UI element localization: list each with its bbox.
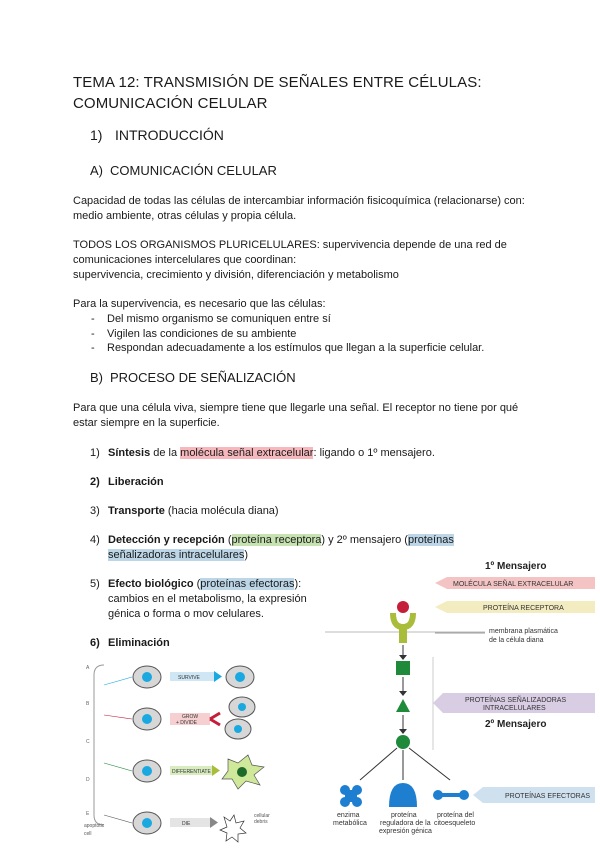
side-marker: C <box>86 739 90 745</box>
triangle-protein-icon <box>396 699 410 712</box>
step-text: ): <box>294 578 302 590</box>
outcome-label: GROW <box>182 714 199 720</box>
enzyme-icon <box>340 785 362 807</box>
title-line-1: TEMA 12: TRANSMISIÓN DE SEÑALES ENTRE CÉLULAS: <box>73 74 482 91</box>
first-messenger-label: 1º Mensajero <box>485 561 547 572</box>
nucleus-icon <box>235 672 245 682</box>
highlight-signal-molecule: molécula señal extracelular <box>180 447 314 459</box>
paragraph-supervivencia <box>73 297 543 356</box>
paragraph-line: TODOS LOS ORGANISMOS PLURICELULARES: supervivencia depende de una red de <box>73 239 507 251</box>
step-text: : ligando o 1º mensajero. <box>313 447 435 459</box>
step-6 <box>90 636 170 651</box>
nucleus-icon <box>142 714 152 724</box>
square-protein-icon <box>396 661 410 675</box>
list-item: - Respondan adecuadamente a los estímulos que llegan a la superficie celular. <box>73 341 543 356</box>
step-number: 1) <box>90 447 100 459</box>
signal-molecule-label: MOLÉCULA SEÑAL EXTRACELULAR <box>453 581 574 588</box>
step-text: de la <box>150 447 181 459</box>
arrow-head-icon <box>212 765 220 776</box>
effector-3-label: proteína del <box>437 812 474 819</box>
subsection-label: COMUNICACIÓN CELULAR <box>110 163 277 178</box>
split-arrow-icon <box>210 713 220 725</box>
membrane-label-1: membrana plasmática <box>489 628 558 635</box>
list-item: - Del mismo organismo se comuniquen entre sí <box>73 312 543 327</box>
highlight-effectors: proteínas efectoras <box>200 578 295 590</box>
receptor-shape <box>393 613 413 627</box>
signal-line <box>104 677 132 685</box>
step-text: génica o forma o mov celulares. <box>108 608 264 620</box>
footnote-label: apoptotic <box>84 823 105 829</box>
bracket-line <box>94 665 104 825</box>
step-text: ( <box>193 578 201 590</box>
side-marker: D <box>86 777 90 783</box>
step-text: cambios en el metabolismo, la expresión <box>108 593 307 605</box>
cell-debris-icon <box>220 815 246 842</box>
paragraph-line: medio ambiente, otras células y propia célula. <box>73 210 297 222</box>
intracellular-label-1: PROTEÍNAS SEÑALIZADORAS <box>465 697 567 704</box>
step-title: Detección y recepción <box>108 534 225 546</box>
step-1 <box>90 446 435 461</box>
receptor-stem <box>399 625 407 643</box>
step-title: Efecto biológico <box>108 578 194 590</box>
nucleus-icon <box>142 818 152 828</box>
step-title: Transporte <box>108 505 165 517</box>
signal-line <box>104 815 132 823</box>
nucleus-icon <box>238 703 246 711</box>
signal-line <box>104 715 132 719</box>
subsection-letter: B) <box>90 370 103 385</box>
step-text: ) y 2º mensajero ( <box>321 534 408 546</box>
subsection-label: PROCESO DE SEÑALIZACIÓN <box>110 370 296 385</box>
highlight-intracellular: señalizadoras intracelulares <box>108 549 245 561</box>
paragraph-line: estar siempre en la superficie. <box>73 417 220 429</box>
intracellular-label-2: INTRACELULARES <box>483 705 546 712</box>
arrow-head-icon <box>214 671 222 682</box>
step-text: ) <box>244 549 249 561</box>
paragraph-organismos <box>73 238 543 283</box>
arrow-head-icon <box>399 655 407 660</box>
highlight-intracellular: proteínas <box>407 534 454 546</box>
outcome-label: DIFFERENTIATE <box>172 769 211 775</box>
nucleus-icon <box>142 672 152 682</box>
signal-line <box>104 763 132 771</box>
side-marker: A <box>86 665 90 671</box>
gene-regulator-icon <box>389 783 417 807</box>
debris-label: cellular <box>254 813 270 819</box>
subsection-letter: A) <box>90 163 103 178</box>
side-marker: E <box>86 811 90 817</box>
receptor-label: PROTEÍNA RECEPTORA <box>483 605 564 612</box>
step-number: 3) <box>90 505 100 517</box>
arrow-head-icon <box>210 817 218 828</box>
step-title: Liberación <box>108 476 164 488</box>
subsection-b-heading <box>90 370 296 385</box>
nucleus-icon <box>237 767 247 777</box>
step-title: Eliminación <box>108 637 170 649</box>
step-title: Síntesis <box>108 447 151 459</box>
branch-arrow-right <box>409 748 450 780</box>
paragraph-line: Para que una célula viva, siempre tiene que llegarle una señal. El receptor no tiene por qué <box>73 402 519 414</box>
outcome-label: DIE <box>182 821 191 827</box>
signal-molecule-icon <box>397 601 409 613</box>
effector-1-label: metabólica <box>333 820 367 827</box>
nucleus-icon <box>142 766 152 776</box>
effector-2-label: expresión génica <box>379 828 432 835</box>
section-introduccion-heading <box>90 127 224 143</box>
title-line-2: COMUNICACIÓN CELULAR <box>73 95 268 112</box>
branch-arrow-left <box>360 748 397 780</box>
debris-label: debris <box>254 819 268 825</box>
section-label: INTRODUCCIÓN <box>115 127 224 143</box>
paragraph-line: supervivencia, crecimiento y división, diferenciación y metabolismo <box>73 269 399 281</box>
dash-list <box>73 312 543 356</box>
step-number: 6) <box>90 637 100 649</box>
step-number: 4) <box>90 534 100 546</box>
outcome-label: + DIVIDE <box>176 720 197 726</box>
step-3 <box>90 504 279 519</box>
effector-3-label: citoesqueleto <box>434 820 476 827</box>
list-item: - Vigilen las condiciones de su ambiente <box>73 327 543 342</box>
arrow-head-icon <box>399 729 407 734</box>
second-messenger-label: 2º Mensajero <box>485 719 547 730</box>
effector-1-label: enzima <box>337 812 360 819</box>
step-text: (hacia molécula diana) <box>164 505 279 517</box>
step-number: 2) <box>90 476 100 488</box>
paragraph-line: comunicaciones intercelulares que coordinan: <box>73 254 297 266</box>
section-number: 1) <box>90 127 103 143</box>
paragraph-senal <box>73 401 543 431</box>
step-5 <box>90 577 330 622</box>
nucleus-icon <box>234 725 242 733</box>
arrow-head-icon <box>399 691 407 696</box>
paragraph-line: Para la supervivencia, es necesario que las células: <box>73 298 326 310</box>
outcome-label: SURVIVE <box>178 675 200 681</box>
subsection-a-heading <box>90 163 277 178</box>
highlight-receptor: proteína receptora <box>231 534 322 546</box>
cell-fate-diagram <box>82 655 292 845</box>
paragraph-line: Capacidad de todas las células de intercambiar información fisicoquímica (relacionarse) con: <box>73 195 525 207</box>
footnote-label: cell <box>84 831 92 837</box>
step-number: 5) <box>90 578 100 590</box>
step-2 <box>90 475 164 490</box>
effector-2-label: reguladora de la <box>380 820 431 827</box>
circle-protein-icon <box>396 735 410 749</box>
step-text: ( <box>224 534 232 546</box>
membrane-label-2: de la célula diana <box>489 637 544 644</box>
effectors-label: PROTEÍNAS EFECTORAS <box>505 793 591 800</box>
signaling-pathway-diagram <box>325 555 595 845</box>
effector-2-label: proteína <box>391 812 417 819</box>
side-marker: B <box>86 701 90 707</box>
paragraph-capacidad <box>73 194 543 224</box>
cytoskeleton-icon <box>433 790 469 800</box>
page-title <box>73 72 482 114</box>
